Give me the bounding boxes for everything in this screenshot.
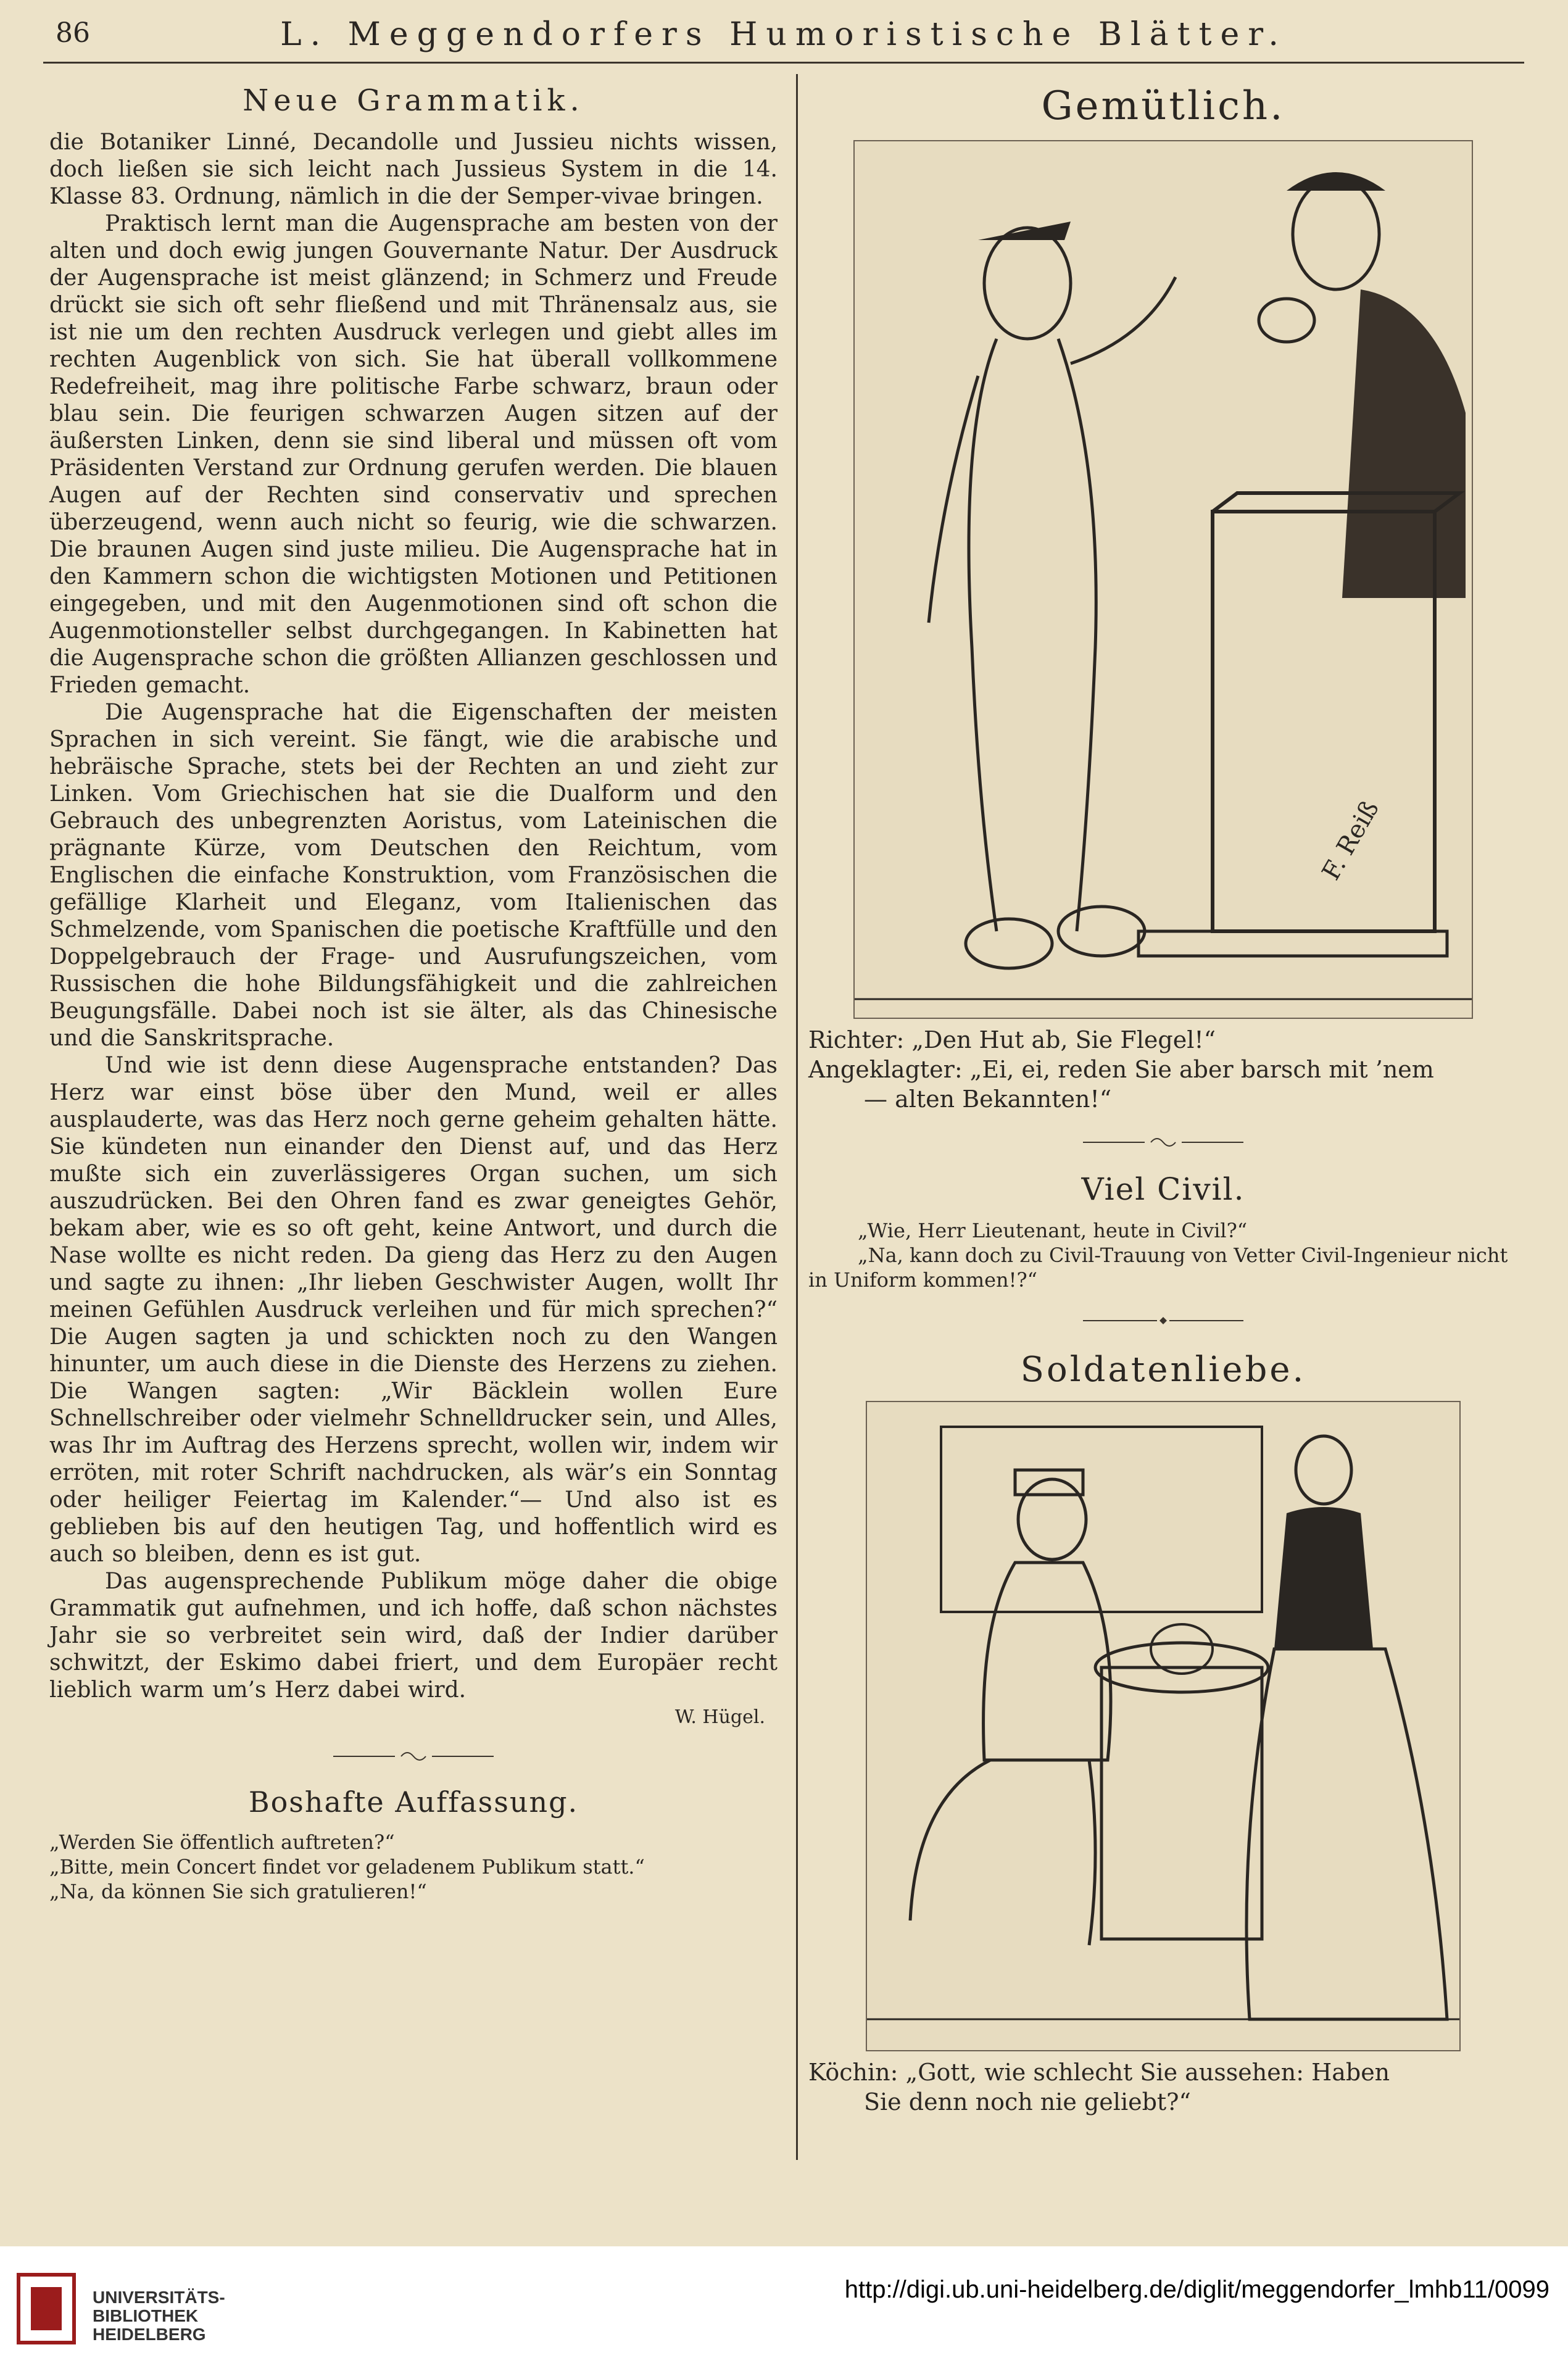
dialog-line: „Wie, Herr Lieutenant, heute in Civil?“ xyxy=(858,1219,1248,1242)
caption-line: Richter: „Den Hut ab, Sie Flegel!“ xyxy=(808,1026,1216,1053)
cartoon-title: Soldatenliebe. xyxy=(1020,1350,1306,1390)
cartoon-illustration-gemuetlich xyxy=(853,140,1473,1019)
university-seal-icon xyxy=(12,2269,80,2349)
cartoon-caption xyxy=(808,2057,1518,2117)
caption-line: Köchin: „Gott, wie schlecht Sie aussehen: Haben xyxy=(808,2059,1390,2086)
logo-line: HEIDELBERG xyxy=(93,2325,206,2344)
source-url[interactable]: http://digi.ub.uni-heidelberg.de/diglit/meggendorfer_lmhb11/0099 xyxy=(844,2276,1549,2303)
ornament-icon xyxy=(333,1749,494,1764)
second-article-title: Boshafte Auffassung. xyxy=(248,1785,579,1819)
article-author: W. Hügel. xyxy=(674,1706,765,1728)
article-title: Neue Grammatik. xyxy=(243,83,584,118)
cartoon-caption xyxy=(808,1025,1518,1114)
right-column xyxy=(808,77,1518,2117)
library-logo xyxy=(12,2265,383,2351)
cartoon-title: Gemütlich. xyxy=(1041,83,1285,129)
dialog-line: „Bitte, mein Concert findet vor geladenem Publikum statt.“ xyxy=(49,1855,645,1879)
footer-bar xyxy=(0,2246,1568,2371)
ornament-divider xyxy=(49,1744,778,1769)
ornament-divider xyxy=(808,1308,1518,1334)
article-paragraph: Und wie ist denn diese Augensprache entstanden? Das Herz war einst böse über den Mund, weil er alles ausplauderte, was das Herz noch gerne geheim gehalten hätte. Sie kündeten nun einander den Dienst auf, und das Herz mußte sich ein zuverlässigeres Organ suchen, um sich auszudrücken. Bei den Ohren fand es zwar geneigtes Gehör, bekam aber, wie es so oft geht, keine Antwort, und durch die Nase wollte es nicht reden. Da gieng das Herz zu den Augen und sagte zu ihnen: „Ihr lieben Geschwister Augen, wollt Ihr meinen Gefühlen Ausdruck verleihen und für mich sprechen?“ Die Augen sagten ja und schickten noch zu den Wangen hinunter, um auch diese in die Dienste des Herzens zu ziehen. Die Wangen sagten: „Wir Bäcklein wollen Eure Schnellschreiber oder vielmehr Schnelldrucker sein, und Alles, was Ihr im Auftrag des Herzens sprecht, wollen wir, indem wir erröten, mit roter Schrift nachdrucken, als wär’s ein Sonntag oder heiliger Feiertag im Kalender.“— Und also ist es geblieben bis auf den heutigen Tag, und hoffentlich wird es auch so bleiben, denn es ist gut. xyxy=(49,1053,778,1567)
left-column xyxy=(49,77,778,1904)
cartoon-signature: F. Reiß xyxy=(1316,795,1385,885)
article-paragraph: die Botaniker Linné, Decandolle und Jussieu nichts wissen, doch ließen sie sich leicht nach Jussieus System in die 14. Klasse 83. Ordnung, nämlich in die der Semper-vivae bringen. xyxy=(49,130,778,209)
library-logo-text xyxy=(93,2288,225,2344)
article-paragraph: Die Augensprache hat die Eigenschaften der meisten Sprachen in sich vereint. Sie fängt, wie die arabische und hebräische Sprache, stets bei der Rechten an und zieht zur Linken. Vom Griechischen hat sie die Dualform und den Gebrauch des unbegrenzten Aoristus, vom Lateinischen die prägnante Kürze, vom Deutschen den Reichtum, vom Englischen die einfache Konstruktion, vom Französischen die gefällige Klarheit und Eleganz, vom Italienischen das Schmelzende, vom Spanischen die poetische Kraftfülle und den Doppelgebrauch der Frage- und Ausrufungszeichen, vom Russischen die hohe Bildungsfähigkeit und die zahlreichen Beugungsfälle. Dabei noch ist sie älter, als das Chinesische und die Sanskritsprache. xyxy=(49,700,778,1051)
ornament-icon xyxy=(1083,1313,1243,1328)
dialog-line: „Na, kann doch zu Civil-Trauung von Vetter Civil-Ingenieur nicht in Uniform kommen!?“ xyxy=(808,1244,1508,1292)
ornament-icon xyxy=(1083,1135,1243,1150)
dialog-line: „Na, da können Sie sich gratulieren!“ xyxy=(49,1880,427,1903)
journal-title: L. Meggendorfers Humoristische Blätter. xyxy=(280,16,1287,53)
cartoon-drawing xyxy=(867,1402,1459,2050)
caption-line: Angeklagter: „Ei, ei, reden Sie aber barsch mit ’nem xyxy=(808,1056,1434,1083)
logo-line: UNIVERSITÄTS- xyxy=(93,2288,225,2307)
article-paragraph: Praktisch lernt man die Augensprache am besten von der alten und doch ewig jungen Gouvernante Natur. Der Ausdruck der Augensprache ist meist glänzend; in Schmerz und Freude drückt sie sich oft sehr fließend und mit Thränensalz aus, sie ist nie um den rechten Ausdruck verlegen und giebt alles im rechten Augenblick von sich. Sie hat überall vollkommene Redefreiheit, mag ihre politische Farbe schwarz, braun oder blau sein. Die feurigen schwarzen Augen sitzen auf der äußersten Linken, denn sie sind liberal und müssen oft vom Präsidenten Verstand zur Ordnung gerufen werden. Die blauen Augen auf der Rechten sind conservativ und sprechen überzeugend, wenn auch nicht so feurig, wie die schwarzen. Die braunen Augen sind juste milieu. Die Augensprache hat in den Kammern schon die wichtigsten Motionen und Petitionen eingegeben, und mit den Augenmotionen sind oft schon die Augenmotionsteller selbst durchgegangen. In Kabinetten hat die Augensprache schon die größten Allianzen geschlossen und Frieden gemacht. xyxy=(49,211,778,698)
dialog-line: „Werden Sie öffentlich auftreten?“ xyxy=(49,1830,395,1854)
cartoon-drawing xyxy=(855,141,1472,1018)
page-number: 86 xyxy=(56,17,90,49)
caption-line: — alten Bekannten!“ xyxy=(864,1086,1112,1113)
ornament-divider xyxy=(808,1130,1518,1155)
logo-line: BIBLIOTHEK xyxy=(93,2306,199,2325)
cartoon-illustration-soldatenliebe xyxy=(866,1401,1461,2051)
section-title-viel-civil: Viel Civil. xyxy=(1081,1171,1245,1207)
caption-line: Sie denn noch nie geliebt?“ xyxy=(864,2088,1191,2116)
running-head xyxy=(43,12,1524,64)
article-paragraph: Das augensprechende Publikum möge daher die obige Grammatik gut aufnehmen, und ich hoffe, daß schon nächstes Jahr sie so verbreitet sein wird, daß der Indier darüber schwitzt, der Eskimo dabei friert, und dem Europäer recht lieblich warm um’s Herz dabei wird. xyxy=(49,1569,778,1703)
column-divider xyxy=(796,74,798,2160)
